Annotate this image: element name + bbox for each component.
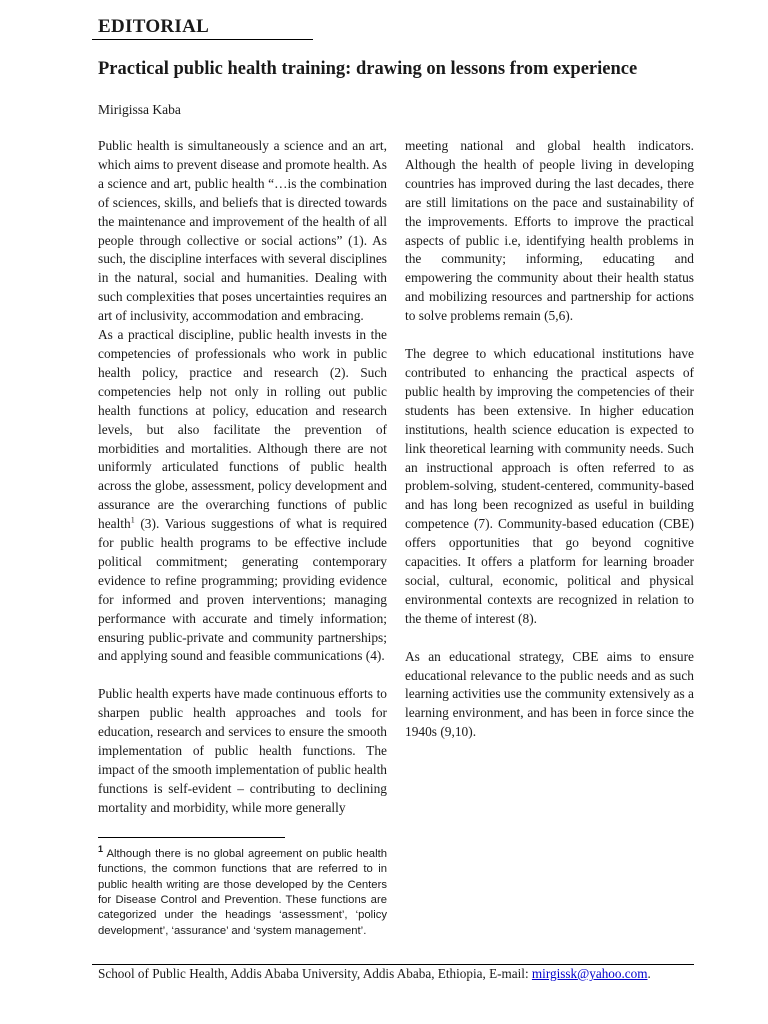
footer-end: . <box>647 966 651 981</box>
paragraph-experts: Public health experts have made continuous efforts to sharpen public health approaches and tools for education, research and services to ensure the smooth implementation of public health functions. The impact of the smooth implementation of public health functions is self-evident – contributing to declining mortality and morbidity, while more generally <box>98 686 387 815</box>
article-title: Practical public health training: drawing on lessons from experience <box>98 59 638 79</box>
paragraph-intro: Public health is simultaneously a science and an art, which aims to prevent disease and promote health. As a science and art, public health “…is the combination of sciences, skills, and beliefs that is directed towards the maintenance and improvement of the health of all people through collective or social actions” (1). As such, the discipline interfaces with several disciplines in the natural, social and humanities. Dealing with such complexities that poses uncertainties requires an art of inclusivity, accommodation and embracing. <box>98 138 387 324</box>
paragraph-competencies-text: As a practical discipline, public health invests in the competencies of professionals who work in public health policy, practice and research (2). Such competencies help not only in rolling out public health functions at policy, education and research levels, but also facilitate the prevention of morbidities and mortalities. Although there are not uniformly articulated functions of public health across the globe, assessment, policy development and assurance are the overarching functions of public health <box>98 327 387 532</box>
footer-affiliation: School of Public Health, Addis Ababa University, Addis Ababa, Ethiopia, E-mail: <box>98 966 532 981</box>
footnote-reference: 1 <box>130 515 135 525</box>
section-rule <box>92 39 313 40</box>
paragraph-experts-continued: meeting national and global health indicators. Although the health of people living in developing countries has improved during the last decades, there are still limitations on the pace and sustainability of the improvements. Efforts to improve the practical aspects of public i.e, identifying health problems in the community; informing, educating and empowering the community about their health status and mobilizing resources and partnership for actions to solve problems remain (5,6). <box>405 138 694 324</box>
footnote <box>98 842 387 939</box>
right-column <box>405 137 694 742</box>
section-label: EDITORIAL <box>98 16 210 37</box>
footnote-rule <box>98 837 285 838</box>
footer-rule <box>92 964 694 965</box>
paragraph-competencies <box>98 326 387 666</box>
footer <box>98 966 651 982</box>
paragraph-competencies-text-cont: (3). Various suggestions of what is required for public health programs to be effective include political commitment; generating contemporary evidence to refine programming; providing evidence for informed and proven interventions; managing performance with accurate and timely information; ensuring public-private and community partnerships; and applying sound and feasible communications (4). <box>98 516 387 664</box>
footer-email-link[interactable]: mirgissk@yahoo.com <box>531 966 648 981</box>
author-name: Mirigissa Kaba <box>98 102 181 117</box>
footnote-text: Although there is no global agreement on public health functions, the common functions that are referred to in public health writing are those developed by the Centers for Disease Control and Prevention. These functions are categorized under the headings ‘assessment’, ‘policy development’, ‘assurance’ and ‘system management’. <box>98 847 387 937</box>
paragraph-educational-institutions: The degree to which educational institutions have contributed to enhancing the practical aspects of public health by improving the competencies of their students has been extensive. In higher education institutions, health science education is expected to link theoretical learning with community needs. Such an instructional approach is often referred to as problem-solving, student-centered, community-based and has long been recognized as useful in building competence (7). Community-based education (CBE) offers opportunities that go beyond cognitive capacities. It offers a platform for learning broader social, cultural, economic, political and physical environmental contexts are recognized in relation to the theme of interest (8). <box>405 346 694 626</box>
footnote-marker: 1 <box>98 844 104 854</box>
paragraph-cbe-strategy: As an educational strategy, CBE aims to ensure educational relevance to the public needs and as such learning activities use the community extensively as a learning environment, and has been in force since the 1940s (9,10). <box>405 648 694 740</box>
left-column <box>98 137 387 818</box>
